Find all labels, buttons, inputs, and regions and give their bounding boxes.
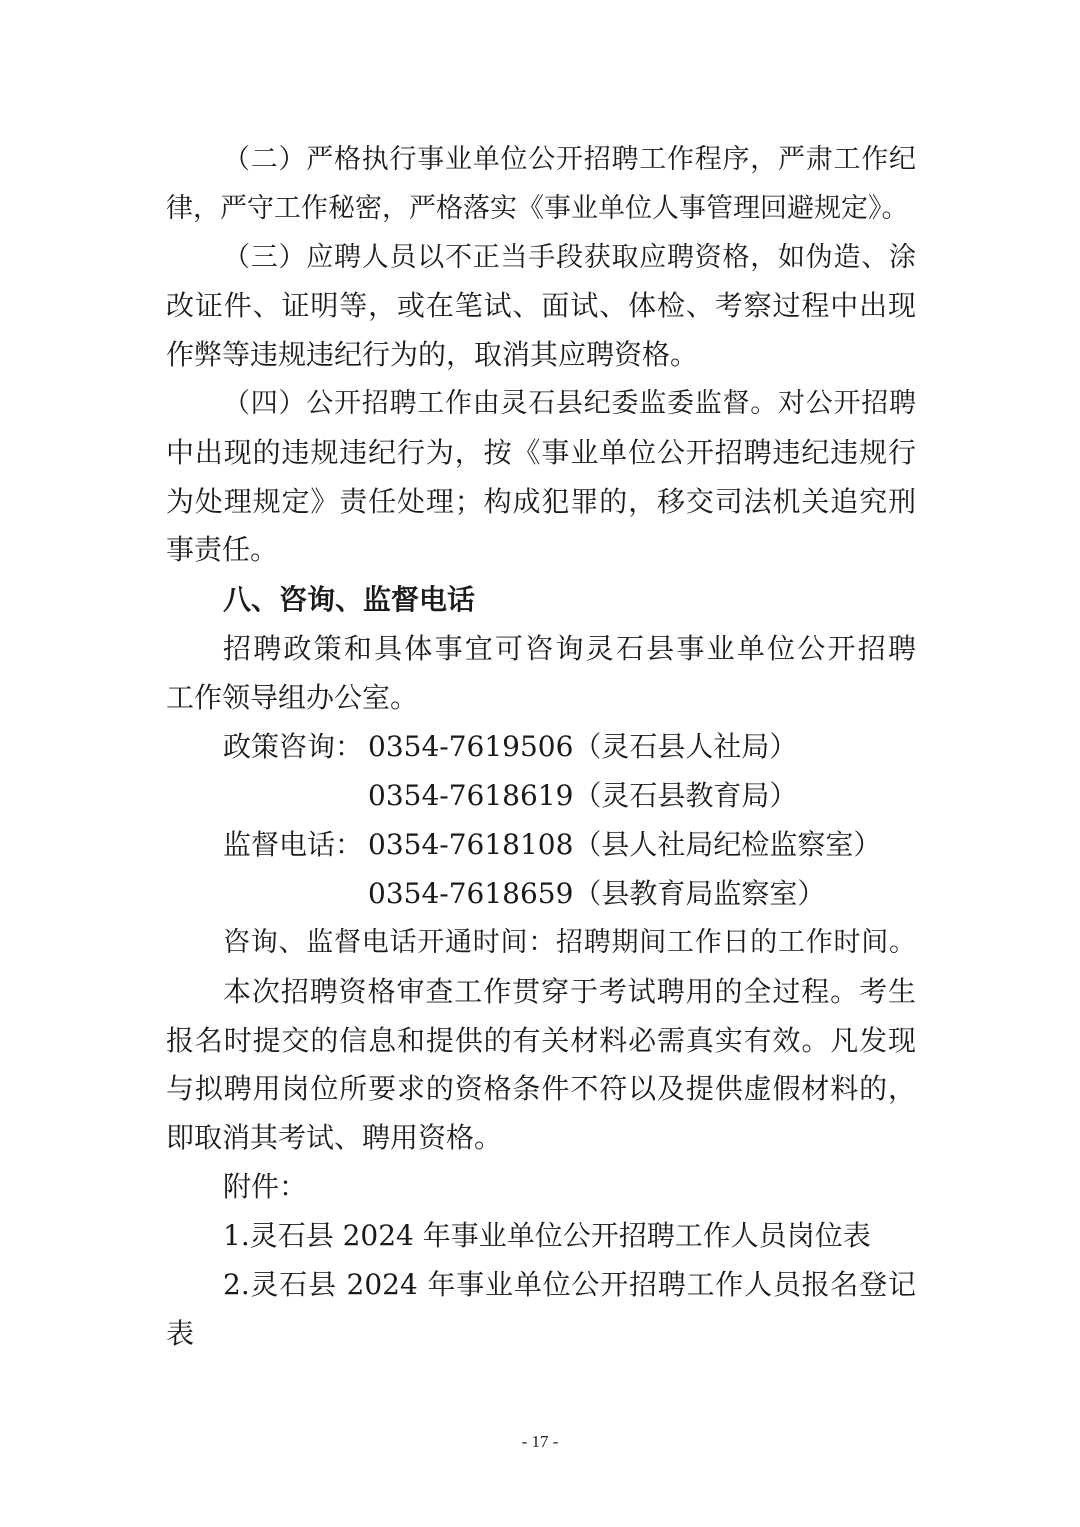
supervision-phone-2: 0354-7618659（县教育局监察室） (368, 877, 826, 910)
review-line-3: 与拟聘用岗位所要求的资格条件不符以及提供虚假材料的， (166, 1072, 916, 1105)
policy-phone-1: 0354-7619506（灵石县人社局） (368, 730, 798, 763)
attachments-label: 附件： (223, 1170, 308, 1203)
intro-line-2: 工作领导组办公室。 (166, 681, 419, 714)
review-line-2: 报名时提交的信息和提供的有关材料必需真实有效。凡发现 (166, 1024, 916, 1057)
page-number: - 17 - (521, 1432, 559, 1451)
intro-line-1: 招聘政策和具体事宜可咨询灵石县事业单位公开招聘 (223, 632, 916, 665)
review-line-4: 即取消其考试、聘用资格。 (166, 1121, 503, 1154)
supervision-phone-1: 0354-7618108（县人社局纪检监察室） (368, 828, 882, 861)
policy-label: 政策咨询： (223, 730, 364, 763)
review-line-1: 本次招聘资格审查工作贯穿于考试聘用的全过程。考生 (223, 975, 916, 1008)
attachment-item-2: 2.灵石县 2024 年事业单位公开招聘工作人员报名登记 (223, 1268, 916, 1301)
paragraph-2-line-1: （二）严格执行事业单位公开招聘工作程序，严肃工作纪 (223, 144, 916, 175)
paragraph-4-line-1: （四）公开招聘工作由灵石县纪委监委监督。对公开招聘 (223, 388, 916, 419)
section-heading: 八、咨询、监督电话 (223, 583, 476, 616)
paragraph-4-line-2: 中出现的违规违纪行为，按《事业单位公开招聘违纪违规行 (166, 436, 916, 469)
attachment-item-1: 1.灵石县 2024 年事业单位公开招聘工作人员岗位表 (223, 1219, 871, 1252)
paragraph-3-line-2: 改证件、证明等，或在笔试、面试、体检、考察过程中出现 (166, 289, 916, 322)
paragraph-3-line-3: 作弊等违规违纪行为的，取消其应聘资格。 (166, 338, 699, 371)
attachment-item-2-continued: 表 (166, 1317, 195, 1350)
paragraph-4-line-3: 为处理规定》责任处理；构成犯罪的，移交司法机关追究刑 (166, 485, 916, 518)
paragraph-2-line-2: 律，严守工作秘密，严格落实《事业单位人事管理回避规定》。 (166, 193, 909, 224)
paragraph-3-line-1: （三）应聘人员以不正当手段获取应聘资格，如伪造、涂 (223, 242, 916, 273)
policy-phone-2: 0354-7618619（灵石县教育局） (368, 779, 798, 812)
supervision-label: 监督电话： (223, 828, 364, 861)
hours-line: 咨询、监督电话开通时间：招聘期间工作日的工作时间。 (223, 927, 916, 958)
paragraph-4-line-4: 事责任。 (166, 533, 279, 566)
